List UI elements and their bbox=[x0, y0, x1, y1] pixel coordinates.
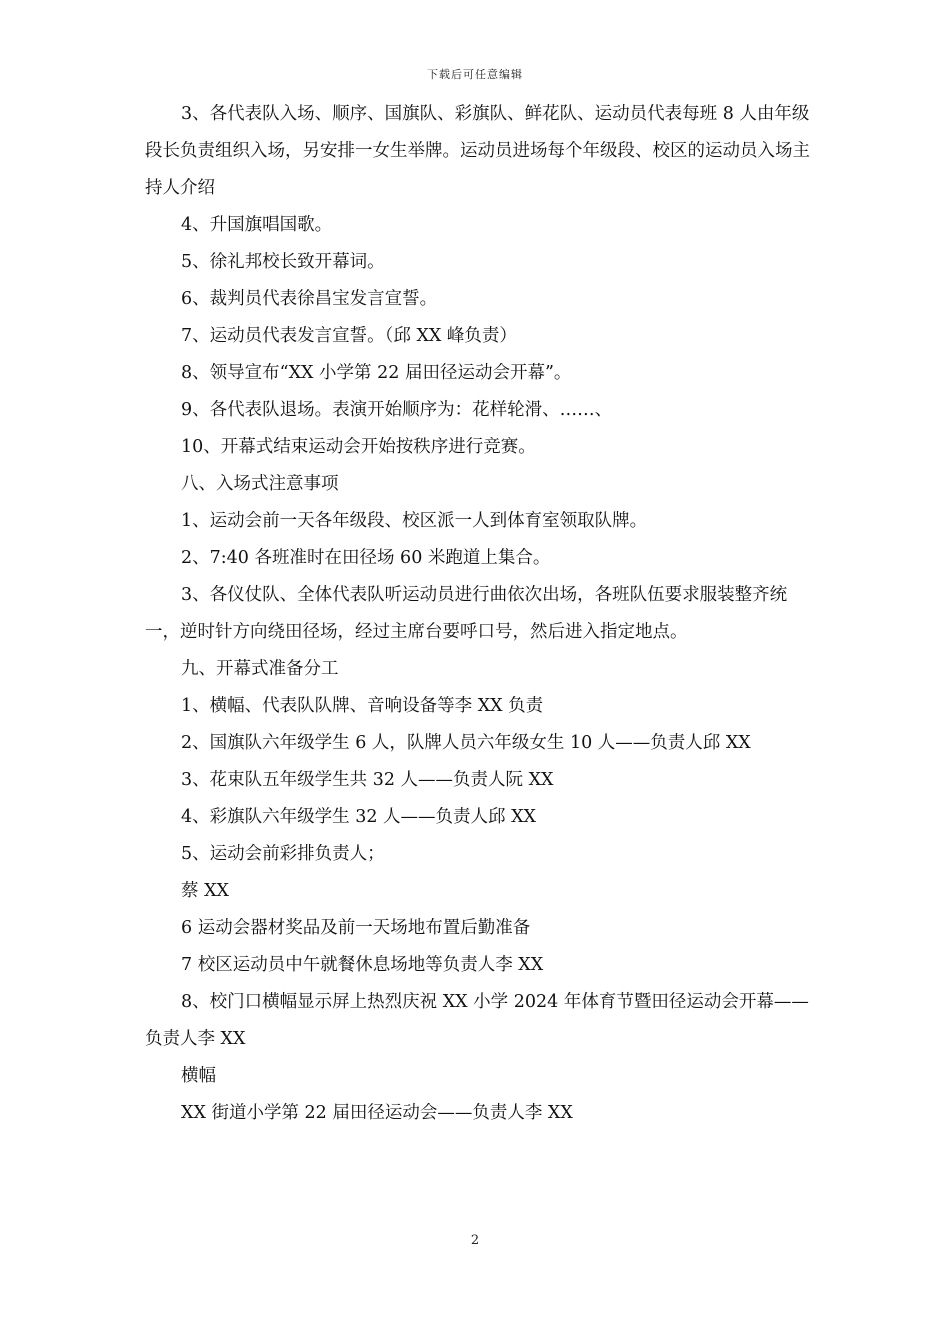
paragraph: 9、各代表队退场。表演开始顺序为：花样轮滑、……、 bbox=[181, 400, 613, 420]
document-body bbox=[145, 96, 810, 1132]
paragraph: 5、运动会前彩排负责人； bbox=[181, 844, 385, 864]
section-heading: 八、入场式注意事项 bbox=[181, 474, 339, 494]
paragraph: 蔡 XX bbox=[181, 881, 229, 901]
paragraph: 1、运动会前一天各年级段、校区派一人到体育室领取队牌。 bbox=[181, 511, 648, 531]
section-heading: 九、开幕式准备分工 bbox=[181, 659, 339, 679]
paragraph: 7 校区运动员中午就餐休息场地等负责人李 XX bbox=[181, 955, 544, 975]
paragraph: 8、领导宣布“XX 小学第 22 届田径运动会开幕”。 bbox=[181, 363, 572, 383]
paragraph: 3、各代表队入场、顺序、国旗队、彩旗队、鲜花队、运动员代表每班 8 人由年级段长负责组织入场，另安排一女生举牌。运动员进场每个年级段、校区的运动员入场主持人介绍 bbox=[145, 104, 810, 198]
paragraph: 7、运动员代表发言宣誓。（邱 XX 峰负责） bbox=[181, 326, 517, 346]
paragraph: 6 运动会器材奖品及前一天场地布置后勤准备 bbox=[181, 918, 531, 938]
paragraph: 4、彩旗队六年级学生 32 人——负责人邱 XX bbox=[181, 807, 537, 827]
paragraph: 4、升国旗唱国歌。 bbox=[181, 215, 333, 235]
paragraph: 3、各仪仗队、全体代表队听运动员进行曲依次出场，各班队伍要求服装整齐统一，逆时针方向绕田径场，经过主席台要呼口号，然后进入指定地点。 bbox=[145, 585, 788, 642]
paragraph: 5、徐礼邦校长致开幕词。 bbox=[181, 252, 385, 272]
paragraph: XX 街道小学第 22 届田径运动会——负责人李 XX bbox=[181, 1103, 573, 1123]
paragraph: 2、国旗队六年级学生 6 人，队牌人员六年级女生 10 人——负责人邱 XX bbox=[181, 733, 751, 753]
paragraph: 1、横幅、代表队队牌、音响设备等李 XX 负责 bbox=[181, 696, 544, 716]
paragraph: 10、开幕式结束运动会开始按秩序进行竞赛。 bbox=[181, 437, 536, 457]
page-number: 2 bbox=[470, 1233, 480, 1248]
paragraph: 3、花束队五年级学生共 32 人——负责人阮 XX bbox=[181, 770, 554, 790]
paragraph: 横幅 bbox=[181, 1066, 216, 1086]
paragraph: 6、裁判员代表徐昌宝发言宣誓。 bbox=[181, 289, 438, 309]
paragraph: 8、校门口横幅显示屏上热烈庆祝 XX 小学 2024 年体育节暨田径运动会开幕——负责人李 XX bbox=[145, 992, 809, 1049]
page-header: 下载后可任意编辑 bbox=[427, 68, 523, 81]
paragraph: 2、7:40 各班准时在田径场 60 米跑道上集合。 bbox=[181, 548, 551, 568]
